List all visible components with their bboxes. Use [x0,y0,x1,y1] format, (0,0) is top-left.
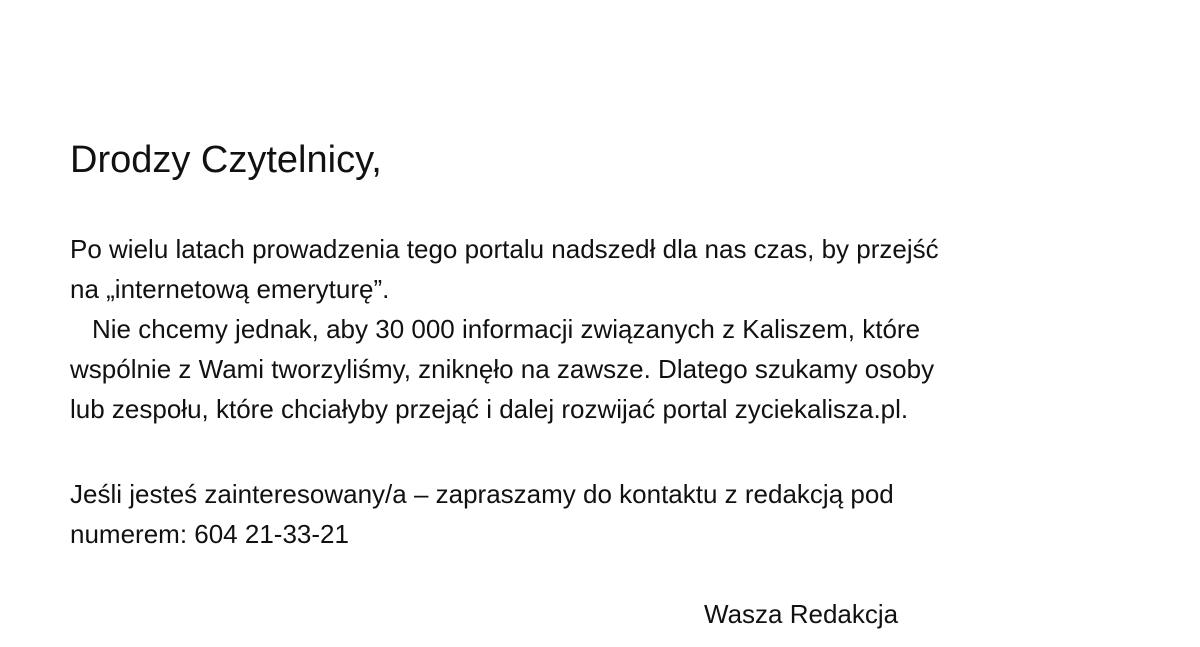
paragraph-line: Nie chcemy jednak, aby 30 000 informacji związanych z Kaliszem, które [92,314,921,344]
paragraph-line: wspólnie z Wami tworzyliśmy, zniknęło na zawsze. Dlatego szukamy osoby [70,354,935,384]
paragraph-line: Po wielu latach prowadzenia tego portalu nadszedł dla nas czas, by przejść [70,234,939,264]
paragraph-portal-handover [70,309,1150,429]
paragraph-line: na „internetową emeryturę”. [70,274,390,304]
paragraph-line: lub zespołu, które chciałyby przejąć i dalej rozwijać portal zyciekalisza.pl. [70,394,909,424]
paragraph-line: Jeśli jesteś zainteresowany/a – zapraszamy do kontaktu z redakcją pod [70,479,894,509]
paragraph-contact [70,474,1150,554]
letter-signature: Wasza Redakcja [704,599,899,629]
letter-greeting: Drodzy Czytelnicy, [70,139,382,181]
paragraph-retirement [70,229,1150,309]
contact-phone-line: numerem: 604 21-33-21 [70,519,349,549]
